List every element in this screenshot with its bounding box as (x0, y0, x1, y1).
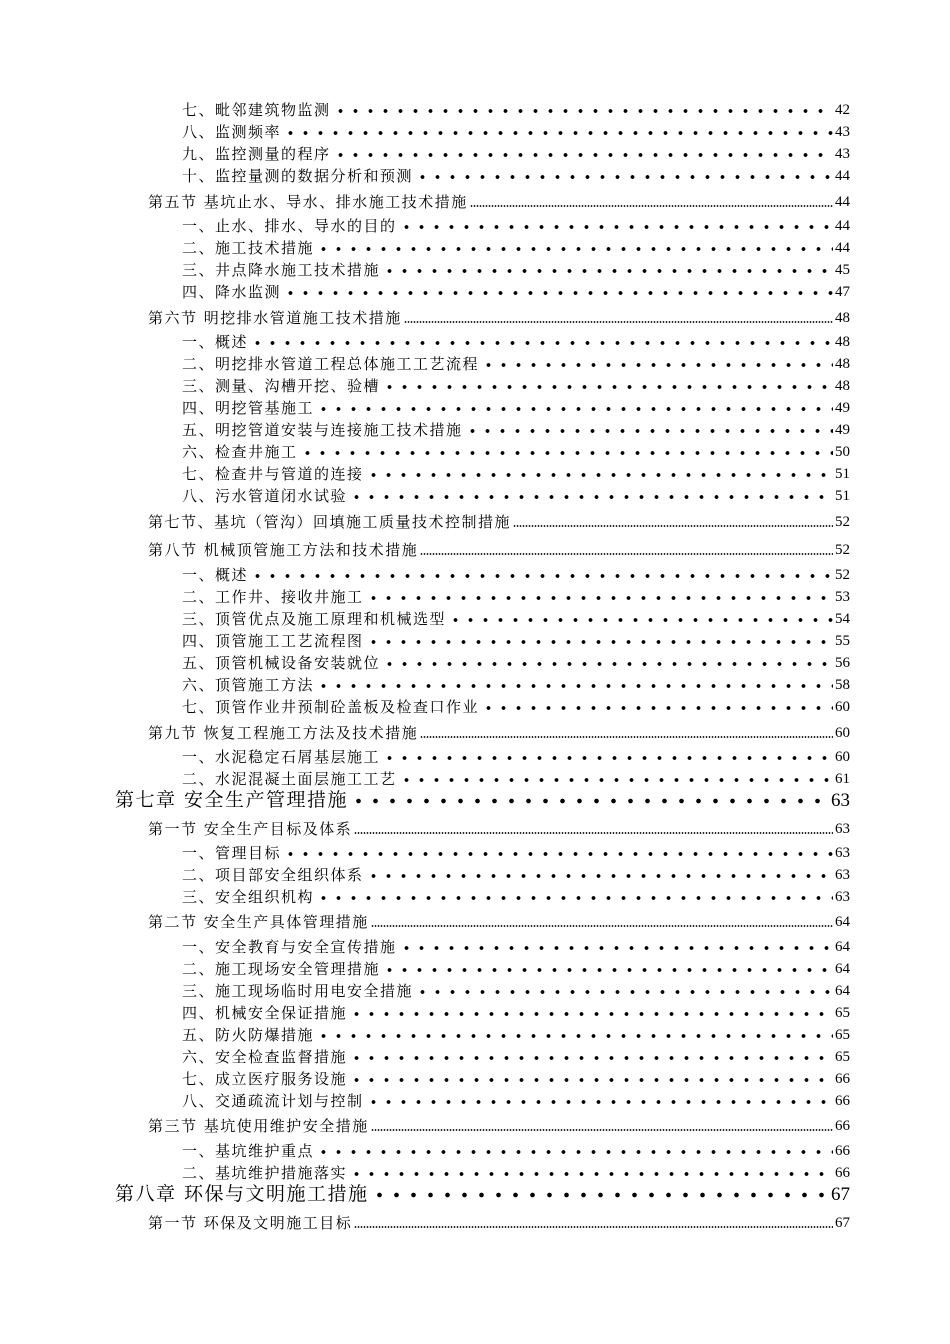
toc-entry-title: 十、监控量测的数据分析和预测 (182, 167, 414, 185)
toc-dot-leader (366, 1099, 833, 1105)
toc-page-number: 43 (835, 124, 850, 140)
toc-entry-title: 三、测量、沟槽开挖、验槽 (182, 377, 381, 395)
toc-dot-leader (300, 450, 833, 456)
toc-page-number: 64 (835, 914, 850, 930)
toc-entry-title: 四、降水监测 (182, 283, 282, 301)
toc-entry-item[interactable] (182, 846, 850, 861)
toc-dot-leader (382, 755, 833, 761)
toc-page-number: 48 (835, 334, 850, 350)
toc-entry-title: 七、顶管作业井预制砼盖板及检查口作业 (182, 698, 480, 716)
toc-entry-section[interactable] (148, 915, 850, 930)
toc-dot-leader (382, 384, 833, 390)
toc-page-number: 44 (835, 218, 850, 234)
toc-entry-item[interactable] (182, 890, 850, 905)
toc-page-number: 52 (835, 514, 850, 530)
toc-entry-item[interactable] (182, 125, 850, 140)
toc-entry-title: 七、检查井与管道的连接 (182, 465, 364, 483)
toc-page-number: 49 (835, 400, 850, 416)
toc-entry-title: 二、施工现场安全管理措施 (182, 960, 381, 978)
toc-page-number: 52 (835, 542, 850, 558)
toc-entry-section[interactable] (148, 822, 850, 837)
toc-dot-leader (283, 290, 833, 296)
toc-page-number: 66 (835, 1143, 850, 1159)
toc-entry-title: 五、防火防爆措施 (182, 1026, 315, 1044)
toc-dot-leader (316, 406, 833, 412)
toc-entry-title: 六、顶管施工方法 (182, 676, 315, 694)
toc-entry-item[interactable] (182, 147, 850, 162)
toc-dot-leader (382, 661, 833, 667)
toc-entry-chapter[interactable] (115, 1185, 850, 1204)
toc-entry-title: 六、检查井施工 (182, 443, 298, 461)
toc-entry-item[interactable] (182, 445, 850, 460)
toc-dot-leader (283, 130, 833, 136)
toc-dot-leader (283, 851, 833, 857)
toc-dot-leader (349, 1055, 833, 1061)
toc-entry-item[interactable] (182, 568, 850, 583)
toc-page-number: 65 (835, 1005, 850, 1021)
toc-page-number: 60 (835, 749, 850, 765)
toc-entry-section[interactable] (148, 195, 850, 210)
toc-entry-item[interactable] (182, 1006, 850, 1021)
toc-dot-leader (349, 1011, 833, 1017)
toc-entry-title: 第七章 安全生产管理措施 (115, 789, 349, 811)
toc-dot-leader (250, 573, 833, 579)
toc-entry-item[interactable] (182, 984, 850, 999)
toc-page-number: 44 (835, 168, 850, 184)
toc-page-number: 67 (835, 1215, 850, 1231)
toc-entry-item[interactable] (182, 357, 850, 372)
toc-page-number: 42 (835, 102, 850, 118)
toc-page-number: 63 (831, 790, 850, 811)
toc-page-number: 52 (835, 567, 850, 583)
toc-entry-item[interactable] (182, 868, 850, 883)
toc-page-number: 60 (835, 699, 850, 715)
toc-entry-chapter[interactable] (115, 791, 850, 810)
toc-entry-title: 六、安全检查监督措施 (182, 1048, 348, 1066)
toc-entry-item[interactable] (182, 1144, 850, 1159)
toc-dot-leader (382, 967, 833, 973)
toc-dot-leader (366, 639, 833, 645)
toc-page-number: 63 (835, 845, 850, 861)
toc-entry-item[interactable] (182, 678, 850, 693)
toc-entry-title: 三、顶管优点及施工原理和机械选型 (182, 610, 447, 628)
toc-entry-section[interactable] (148, 726, 850, 741)
toc-entry-title: 五、顶管机械设备安装就位 (182, 654, 381, 672)
toc-page-number: 50 (835, 444, 850, 460)
toc-entry-section[interactable] (148, 1119, 850, 1134)
toc-page-number: 66 (835, 1093, 850, 1109)
toc-entry-item[interactable] (182, 423, 850, 438)
toc-dot-leader (420, 553, 833, 555)
toc-page-number: 48 (835, 356, 850, 372)
toc-entry-title: 三、安全组织机构 (182, 888, 315, 906)
toc-entry-title: 第一节 安全生产目标及体系 (148, 820, 353, 838)
toc-entry-title: 一、水泥稳定石屑基层施工 (182, 748, 381, 766)
toc-page-number: 63 (835, 821, 850, 837)
toc-entry-item[interactable] (182, 1072, 850, 1087)
toc-page-number: 64 (835, 983, 850, 999)
toc-dot-leader (316, 1033, 833, 1039)
toc-entry-title: 一、基坑维护重点 (182, 1142, 315, 1160)
toc-entry-title: 二、项目部安全组织体系 (182, 866, 364, 884)
toc-page-number: 66 (835, 1118, 850, 1134)
toc-dot-leader (513, 525, 833, 527)
toc-entry-title: 二、工作井、接收井施工 (182, 588, 364, 606)
toc-dot-leader (316, 895, 833, 901)
toc-dot-leader (415, 989, 833, 995)
toc-dot-leader (399, 777, 833, 783)
toc-page-number: 49 (835, 422, 850, 438)
toc-dot-leader (382, 268, 833, 274)
toc-entry-section[interactable] (148, 543, 850, 558)
toc-entry-item[interactable] (182, 612, 850, 627)
toc-entry-title: 八、污水管道闭水试验 (182, 487, 348, 505)
toc-entry-title: 四、机械安全保证措施 (182, 1004, 348, 1022)
toc-dot-leader (371, 1129, 833, 1131)
toc-entry-item[interactable] (182, 940, 850, 955)
toc-entry-title: 九、监控测量的程序 (182, 145, 331, 163)
toc-entry-title: 一、管理目标 (182, 844, 282, 862)
toc-page-number: 43 (835, 146, 850, 162)
toc-entry-item[interactable] (182, 241, 850, 256)
toc-dot-leader (349, 1077, 833, 1083)
toc-page-number: 61 (835, 771, 850, 787)
toc-entry-item[interactable] (182, 1094, 850, 1109)
toc-entry-item[interactable] (182, 169, 850, 184)
toc-page-number: 45 (835, 262, 850, 278)
toc-dot-leader (333, 108, 833, 114)
toc-page-number: 55 (835, 633, 850, 649)
toc-entry-item[interactable] (182, 285, 850, 300)
toc-entry-item[interactable] (182, 634, 850, 649)
toc-entry-title: 三、施工现场临时用电安全措施 (182, 982, 414, 1000)
toc-dot-leader (420, 736, 833, 738)
toc-dot-leader (349, 494, 833, 500)
toc-entry-title: 一、安全教育与安全宣传措施 (182, 938, 397, 956)
toc-dot-leader (481, 362, 833, 368)
toc-entry-item[interactable] (182, 772, 850, 787)
toc-entry-item[interactable] (182, 489, 850, 504)
toc-dot-leader (465, 428, 833, 434)
toc-dot-leader (366, 595, 833, 601)
toc-entry-title: 二、基坑维护措施落实 (182, 1164, 348, 1182)
toc-dot-leader (354, 832, 833, 834)
toc-page-number: 60 (835, 725, 850, 741)
toc-dot-leader (350, 797, 829, 805)
toc-entry-title: 第七节、基坑（管沟）回填施工质量技术控制措施 (148, 513, 512, 531)
toc-entry-item[interactable] (182, 750, 850, 765)
toc-dot-leader (366, 472, 833, 478)
toc-dot-leader (404, 321, 833, 323)
toc-page-number: 44 (835, 240, 850, 256)
toc-dot-leader (481, 705, 833, 711)
toc-dot-leader (371, 925, 833, 927)
toc-entry-title: 五、明挖管道安装与连接施工技术措施 (182, 421, 463, 439)
toc-page-number: 56 (835, 655, 850, 671)
toc-entry-title: 一、概述 (182, 333, 249, 351)
toc-entry-title: 二、明挖排水管道工程总体施工工艺流程 (182, 355, 480, 373)
toc-entry-title: 三、井点降水施工技术措施 (182, 261, 381, 279)
toc-entry-item[interactable] (182, 962, 850, 977)
toc-dot-leader (371, 1191, 829, 1199)
toc-page-number: 63 (835, 889, 850, 905)
toc-entry-item[interactable] (182, 656, 850, 671)
toc-dot-leader (316, 683, 833, 689)
toc-entry-title: 第五节 基坑止水、导水、排水施工技术措施 (148, 193, 468, 211)
toc-page-number: 54 (835, 611, 850, 627)
toc-page-number: 63 (835, 867, 850, 883)
toc-entry-section[interactable] (148, 515, 850, 530)
toc-entry-item[interactable] (182, 401, 850, 416)
toc-entry-title: 第三节 基坑使用维护安全措施 (148, 1117, 369, 1135)
toc-entry-title: 二、施工技术措施 (182, 239, 315, 257)
toc-page-number: 48 (835, 310, 850, 326)
toc-dot-leader (354, 1226, 833, 1228)
toc-entry-title: 第八章 环保与文明施工措施 (115, 1183, 369, 1205)
toc-entry-title: 二、水泥混凝土面层施工工艺 (182, 770, 397, 788)
toc-entry-item[interactable] (182, 700, 850, 715)
toc-dot-leader (333, 152, 833, 158)
toc-page-number: 44 (835, 194, 850, 210)
toc-page-number: 53 (835, 589, 850, 605)
toc-entry-item[interactable] (182, 379, 850, 394)
toc-entry-title: 第九节 恢复工程施工方法及技术措施 (148, 724, 419, 742)
toc-entry-title: 八、交通疏流计划与控制 (182, 1092, 364, 1110)
toc-entry-title: 第二节 安全生产具体管理措施 (148, 913, 369, 931)
toc-entry-item[interactable] (182, 590, 850, 605)
toc-page-number: 58 (835, 677, 850, 693)
toc-dot-leader (448, 617, 833, 623)
toc-entry-title: 七、成立医疗服务设施 (182, 1070, 348, 1088)
toc-page-number: 51 (835, 466, 850, 482)
toc-entry-item[interactable] (182, 103, 850, 118)
toc-entry-item[interactable] (182, 1050, 850, 1065)
toc-entry-item[interactable] (182, 1166, 850, 1181)
toc-dot-leader (399, 945, 833, 951)
toc-entry-item[interactable] (182, 1028, 850, 1043)
toc-dot-leader (250, 340, 833, 346)
toc-dot-leader (470, 205, 833, 207)
toc-entry-title: 第八节 机械顶管施工方法和技术措施 (148, 541, 419, 559)
toc-entry-section[interactable] (148, 1216, 850, 1231)
toc-entry-title: 四、明挖管基施工 (182, 399, 315, 417)
toc-entry-item[interactable] (182, 263, 850, 278)
toc-entry-item[interactable] (182, 467, 850, 482)
toc-entry-item[interactable] (182, 219, 850, 234)
toc-page-number: 64 (835, 961, 850, 977)
toc-entry-title: 一、止水、排水、导水的目的 (182, 217, 397, 235)
toc-entry-title: 八、监测频率 (182, 123, 282, 141)
toc-entry-title: 一、概述 (182, 566, 249, 584)
toc-page-number: 47 (835, 284, 850, 300)
toc-entry-title: 七、毗邻建筑物监测 (182, 101, 331, 119)
toc-dot-leader (316, 1149, 833, 1155)
toc-page-number: 51 (835, 488, 850, 504)
toc-page-number: 66 (835, 1071, 850, 1087)
toc-entry-section[interactable] (148, 311, 850, 326)
toc-page-number: 66 (835, 1165, 850, 1181)
toc-page-number: 67 (831, 1184, 850, 1205)
toc-entry-title: 第一节 环保及文明施工目标 (148, 1214, 353, 1232)
toc-entry-title: 第六节 明挖排水管道施工技术措施 (148, 309, 402, 327)
toc-page-number: 48 (835, 378, 850, 394)
toc-page-number: 65 (835, 1049, 850, 1065)
toc-dot-leader (399, 224, 833, 230)
toc-page-number: 65 (835, 1027, 850, 1043)
toc-entry-item[interactable] (182, 335, 850, 350)
toc-dot-leader (349, 1171, 833, 1177)
toc-dot-leader (366, 873, 833, 879)
toc-dot-leader (415, 174, 833, 180)
toc-dot-leader (316, 246, 833, 252)
toc-page-number: 64 (835, 939, 850, 955)
toc-entry-title: 四、顶管施工工艺流程图 (182, 632, 364, 650)
